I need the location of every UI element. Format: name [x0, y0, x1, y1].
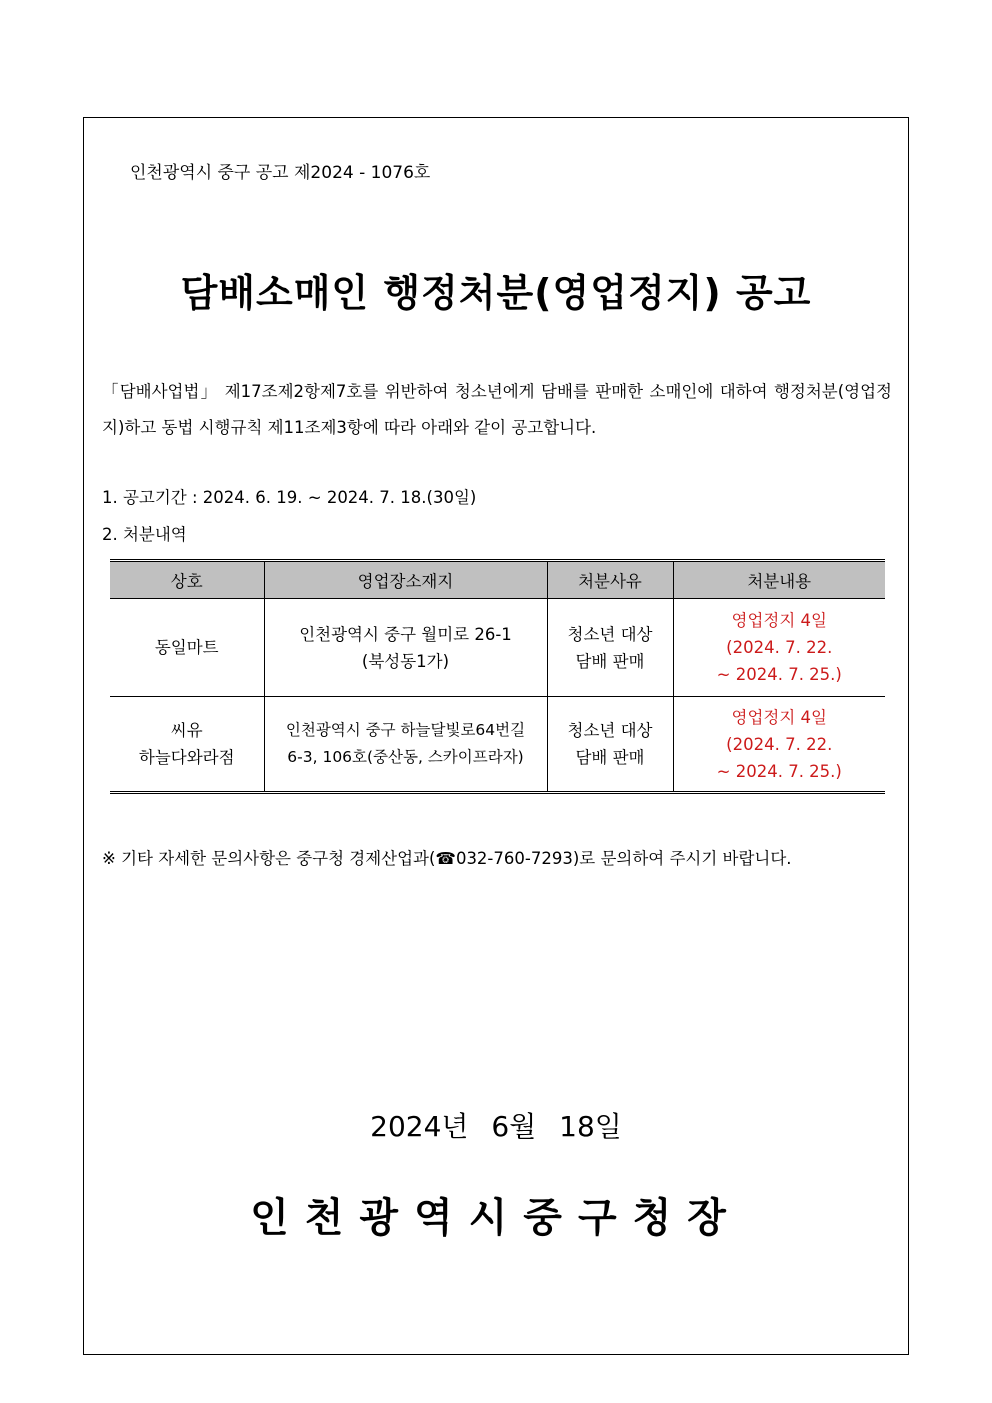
- table-header-row: [110, 561, 885, 599]
- business-name-cell: [110, 697, 264, 793]
- document-title: 담배소매인 행정처분(영업정지) 공고: [180, 271, 812, 315]
- header-address: 영업장소재지: [264, 561, 547, 599]
- reason-line: 담배 판매: [575, 748, 645, 767]
- notice-date: 2024년 6월 18일: [370, 1110, 622, 1143]
- address-line: 6-3, 106호(중산동, 스카이프라자): [287, 748, 524, 766]
- notice-number: 인천광역시 중구 공고 제2024 - 1076호: [130, 163, 431, 183]
- issuer-name: 인천광역시중구청장: [250, 1195, 742, 1241]
- reason-line: 청소년 대상: [567, 721, 653, 740]
- disposition-heading: 2. 처분내역: [102, 525, 187, 544]
- disposition-table: [110, 559, 885, 794]
- business-name-cell: [110, 599, 264, 697]
- table-row: [110, 599, 885, 697]
- address-line: 인천광역시 중구 하늘달빛로64번길: [285, 721, 526, 739]
- business-name: 동일마트: [154, 638, 219, 657]
- notice-period: 1. 공고기간 : 2024. 6. 19. ~ 2024. 7. 18.(30일): [102, 488, 477, 507]
- action-line: 영업정지 4일: [731, 611, 827, 630]
- action-cell: [673, 697, 885, 793]
- action-line: 영업정지 4일: [731, 707, 827, 727]
- business-name: 씨유: [170, 721, 203, 740]
- address-line: 인천광역시 중구 월미로 26-1: [299, 624, 512, 644]
- action-line: ~ 2024. 7. 25.): [716, 761, 842, 781]
- address-cell: [264, 599, 547, 697]
- contact-note: ※ 기타 자세한 문의사항은 중구청 경제산업과(☎032-760-7293)로 문의하여 주시기 바랍니다.: [102, 849, 792, 868]
- header-action: 처분내용: [673, 561, 885, 599]
- reason-cell: [547, 599, 673, 697]
- header-business-name: 상호: [110, 561, 264, 599]
- intro-paragraph: 「담배사업법」 제17조제2항제7호를 위반하여 청소년에게 담배를 판매한 소매인에 대하여 행정처분(영업정지)하고 동법 시행규칙 제11조제3항에 따라 아래와 같이 공고합니다.: [102, 382, 892, 437]
- reason-line: 담배 판매: [575, 651, 645, 671]
- header-reason: 처분사유: [547, 561, 673, 599]
- action-line: (2024. 7. 22.: [726, 638, 833, 657]
- address-cell: [264, 697, 547, 793]
- table-row: [110, 697, 885, 793]
- business-name: 하늘다와라점: [138, 748, 235, 767]
- action-line: ~ 2024. 7. 25.): [716, 665, 842, 684]
- address-line: (북성동1가): [361, 651, 450, 671]
- action-line: (2024. 7. 22.: [726, 734, 833, 754]
- reason-cell: [547, 697, 673, 793]
- reason-line: 청소년 대상: [567, 624, 653, 644]
- action-cell: [673, 599, 885, 697]
